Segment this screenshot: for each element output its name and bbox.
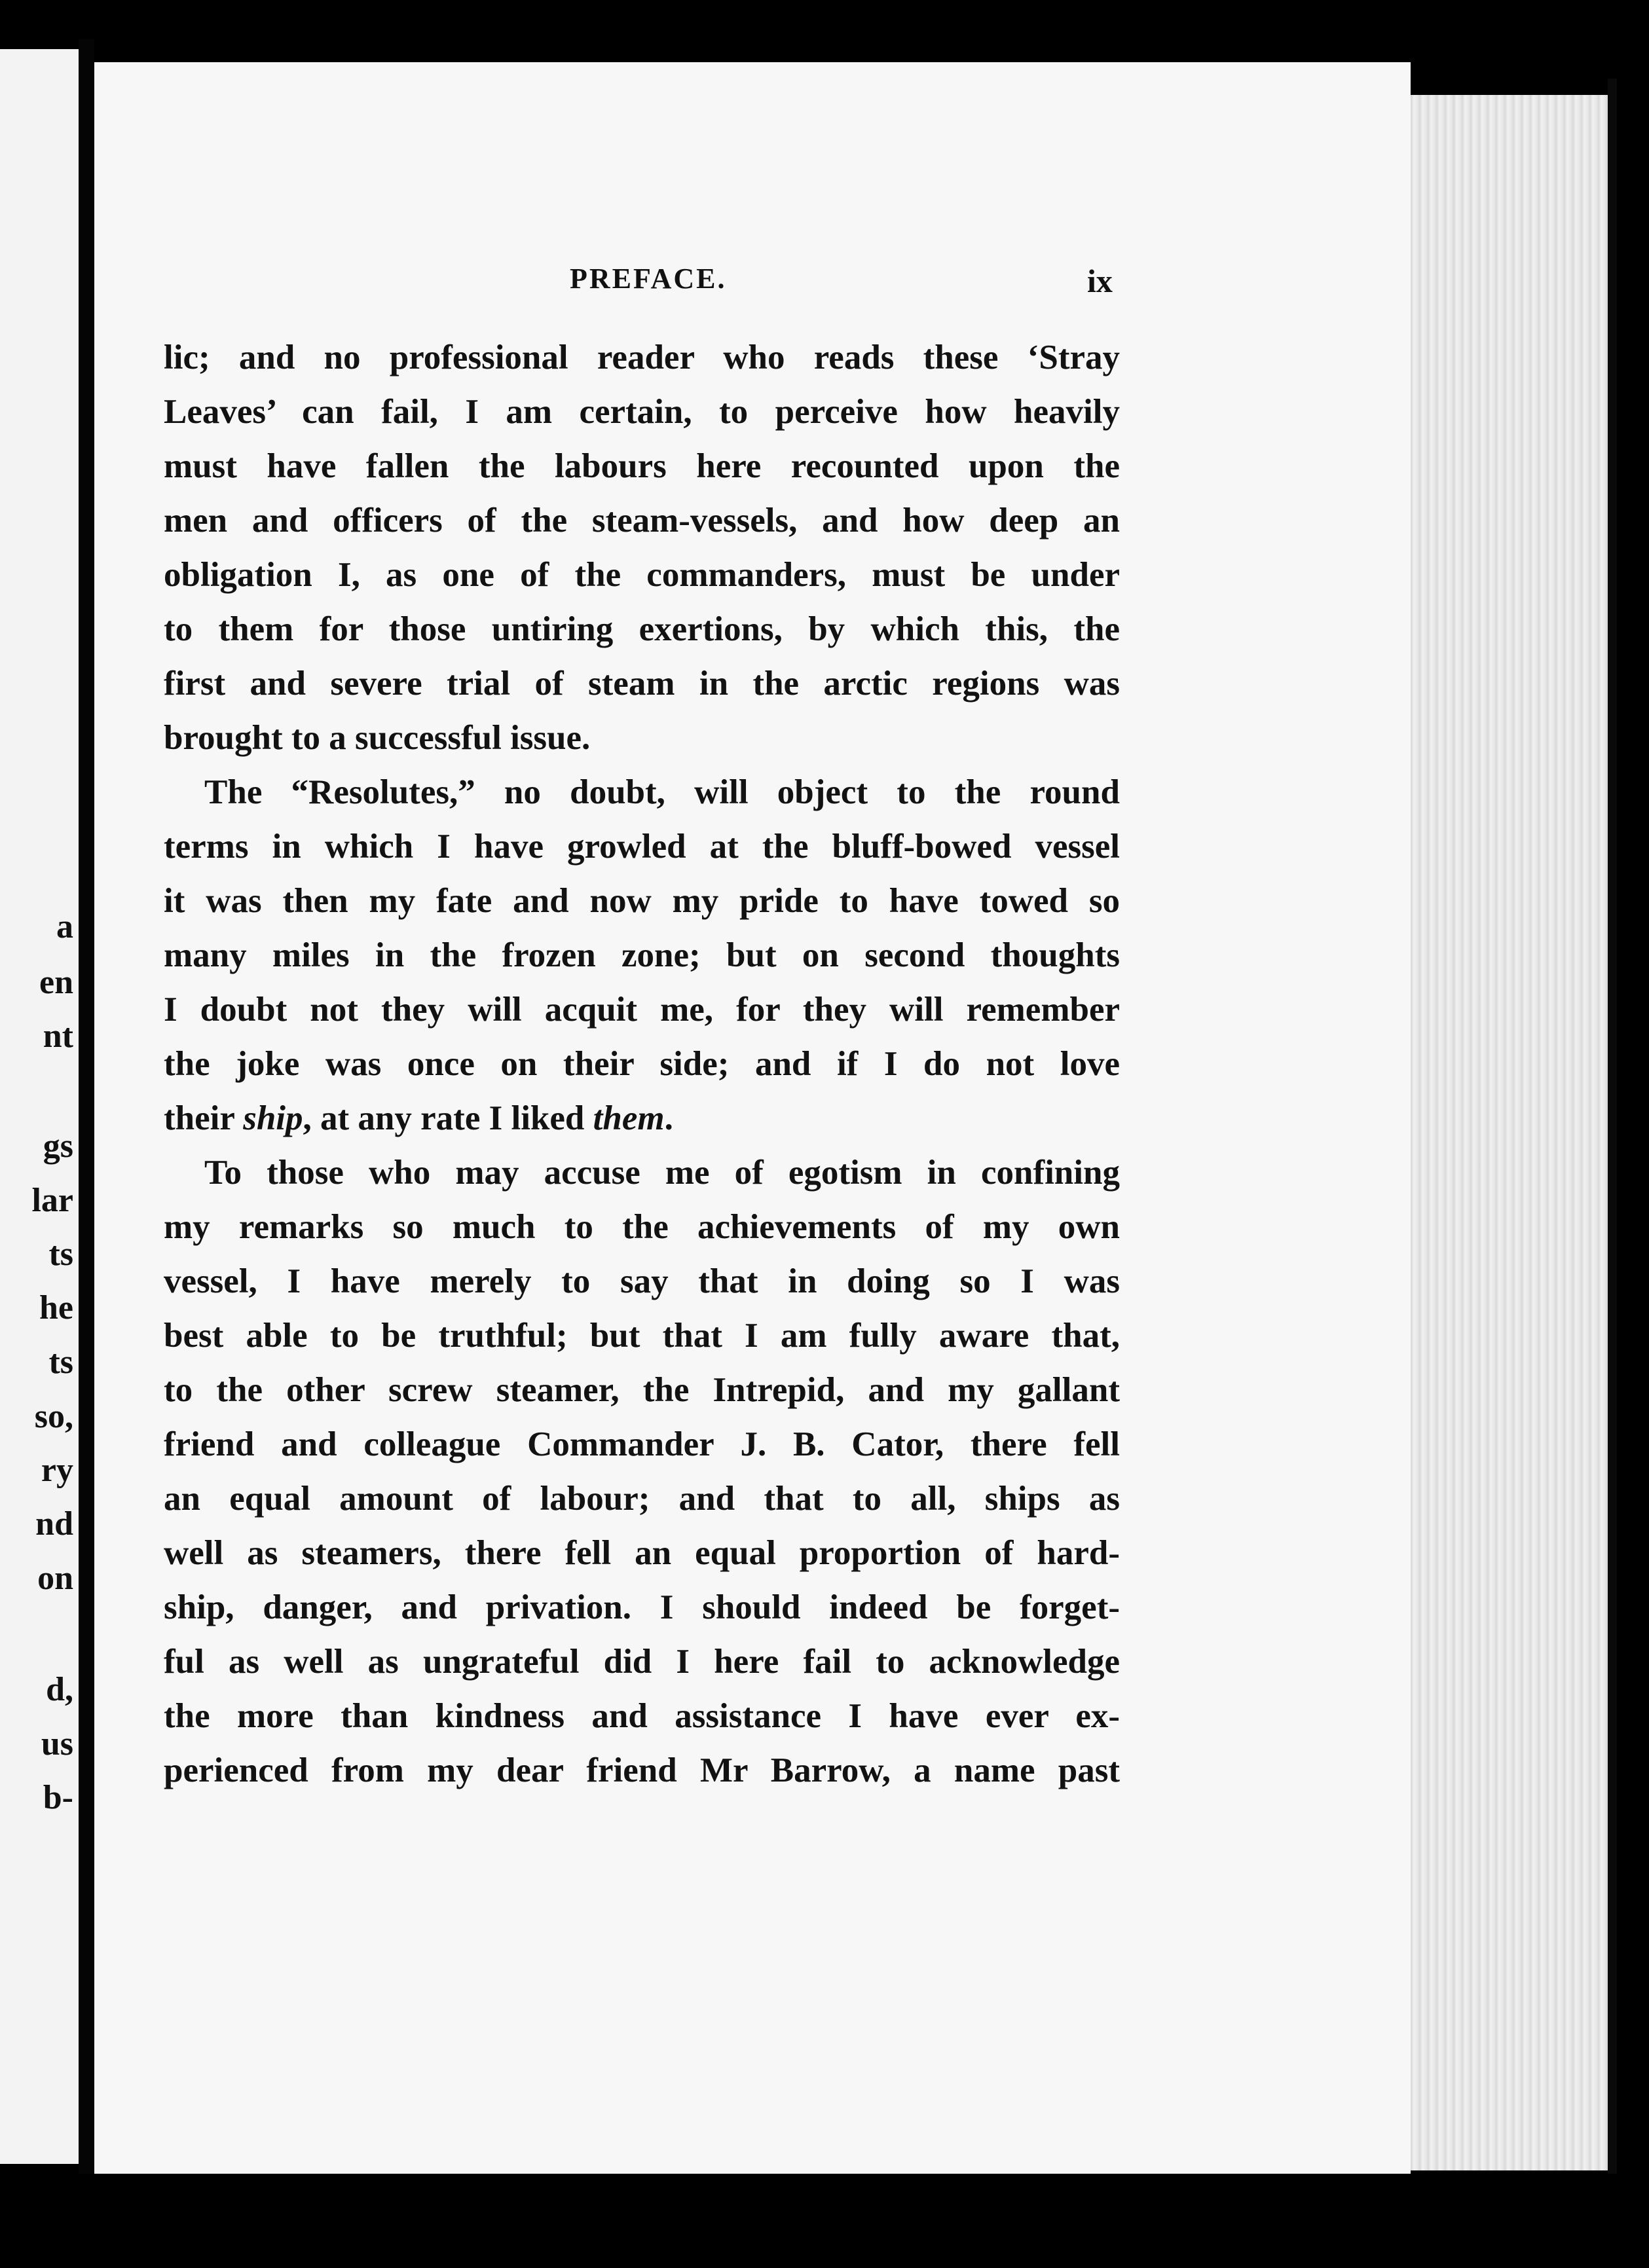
text-line: The “Resolutes,” no doubt, will object to the round bbox=[204, 773, 1120, 811]
facing-page-text: so, bbox=[34, 1398, 73, 1435]
facing-page-text: gs bbox=[43, 1127, 73, 1165]
facing-page-text: lar bbox=[31, 1182, 73, 1219]
text-line: I doubt not they will acquit me, for they will remember bbox=[164, 991, 1120, 1029]
text-line: my remarks so much to the achievements of my own bbox=[164, 1208, 1120, 1246]
text-line: ship, danger, and privation. I should indeed be forget- bbox=[164, 1588, 1120, 1626]
text-line: well as steamers, there fell an equal proportion of hard- bbox=[164, 1534, 1120, 1572]
italic-text: them bbox=[593, 1099, 665, 1137]
text-line: brought to a successful issue. bbox=[164, 719, 591, 757]
facing-page-text: ry bbox=[41, 1452, 73, 1489]
text-line: vessel, I have merely to say that in doing so I was bbox=[164, 1262, 1120, 1300]
running-head: PREFACE. bbox=[570, 263, 727, 295]
text-line: must have fallen the labours here recounted upon the bbox=[164, 447, 1120, 485]
facing-page-text: he bbox=[39, 1289, 73, 1326]
text-line: many miles in the frozen zone; but on second thoughts bbox=[164, 936, 1120, 974]
page-number: ix bbox=[1087, 263, 1113, 299]
text-line: best able to be truthful; but that I am fully aware that, bbox=[164, 1317, 1120, 1355]
text-line: obligation I, as one of the commanders, must be under bbox=[164, 556, 1120, 594]
facing-page-text: ts bbox=[48, 1235, 73, 1273]
text-line: the more than kindness and assistance I have ever ex- bbox=[164, 1697, 1120, 1735]
text-line: to the other screw steamer, the Intrepid, and my gallant bbox=[164, 1371, 1120, 1409]
text-line: To those who may accuse me of egotism in confining bbox=[204, 1154, 1120, 1192]
text-line: perienced from my dear friend Mr Barrow, a name past bbox=[164, 1751, 1120, 1789]
text-line: Leaves’ can fail, I am certain, to perceive how heavily bbox=[164, 393, 1120, 431]
text-line: an equal amount of labour; and that to all, ships as bbox=[164, 1480, 1120, 1518]
text-line: it was then my fate and now my pride to have towed so bbox=[164, 882, 1120, 920]
text-line: first and severe trial of steam in the arctic regions was bbox=[164, 665, 1120, 703]
facing-page-text: a bbox=[56, 908, 73, 945]
text-line: terms in which I have growled at the bluff-bowed vessel bbox=[164, 828, 1120, 866]
italic-text: ship bbox=[243, 1099, 303, 1137]
facing-page-text: on bbox=[37, 1560, 73, 1597]
facing-page-text: us bbox=[41, 1725, 73, 1763]
facing-page-text: en bbox=[39, 964, 73, 1001]
book-gutter bbox=[79, 39, 94, 2174]
text-line bbox=[164, 1091, 1120, 1146]
text-line: ful as well as ungrateful did I here fail to acknowledge bbox=[164, 1643, 1120, 1681]
text-line: lic; and no professional reader who reads these ‘Stray bbox=[164, 338, 1120, 376]
facing-page-text: b- bbox=[43, 1779, 73, 1816]
text-line: friend and colleague Commander J. B. Cator, there fell bbox=[164, 1425, 1120, 1463]
text-run: , at any rate I liked bbox=[303, 1099, 593, 1137]
text-line: the joke was once on their side; and if I do not love bbox=[164, 1045, 1120, 1083]
page-body-text bbox=[164, 331, 1120, 1798]
facing-page-text: nt bbox=[43, 1017, 73, 1055]
book-cover-edge bbox=[1608, 79, 1617, 2174]
facing-page-text: d, bbox=[46, 1671, 73, 1708]
text-run: their bbox=[164, 1099, 244, 1137]
page-fore-edge bbox=[1388, 95, 1616, 2170]
facing-page-text: ts bbox=[48, 1344, 73, 1381]
facing-page-text: nd bbox=[35, 1505, 73, 1543]
text-line: men and officers of the steam-vessels, and how deep an bbox=[164, 502, 1120, 540]
facing-page-fragment bbox=[0, 49, 79, 2164]
text-run: . bbox=[664, 1099, 673, 1137]
text-line: to them for those untiring exertions, by which this, the bbox=[164, 610, 1120, 648]
